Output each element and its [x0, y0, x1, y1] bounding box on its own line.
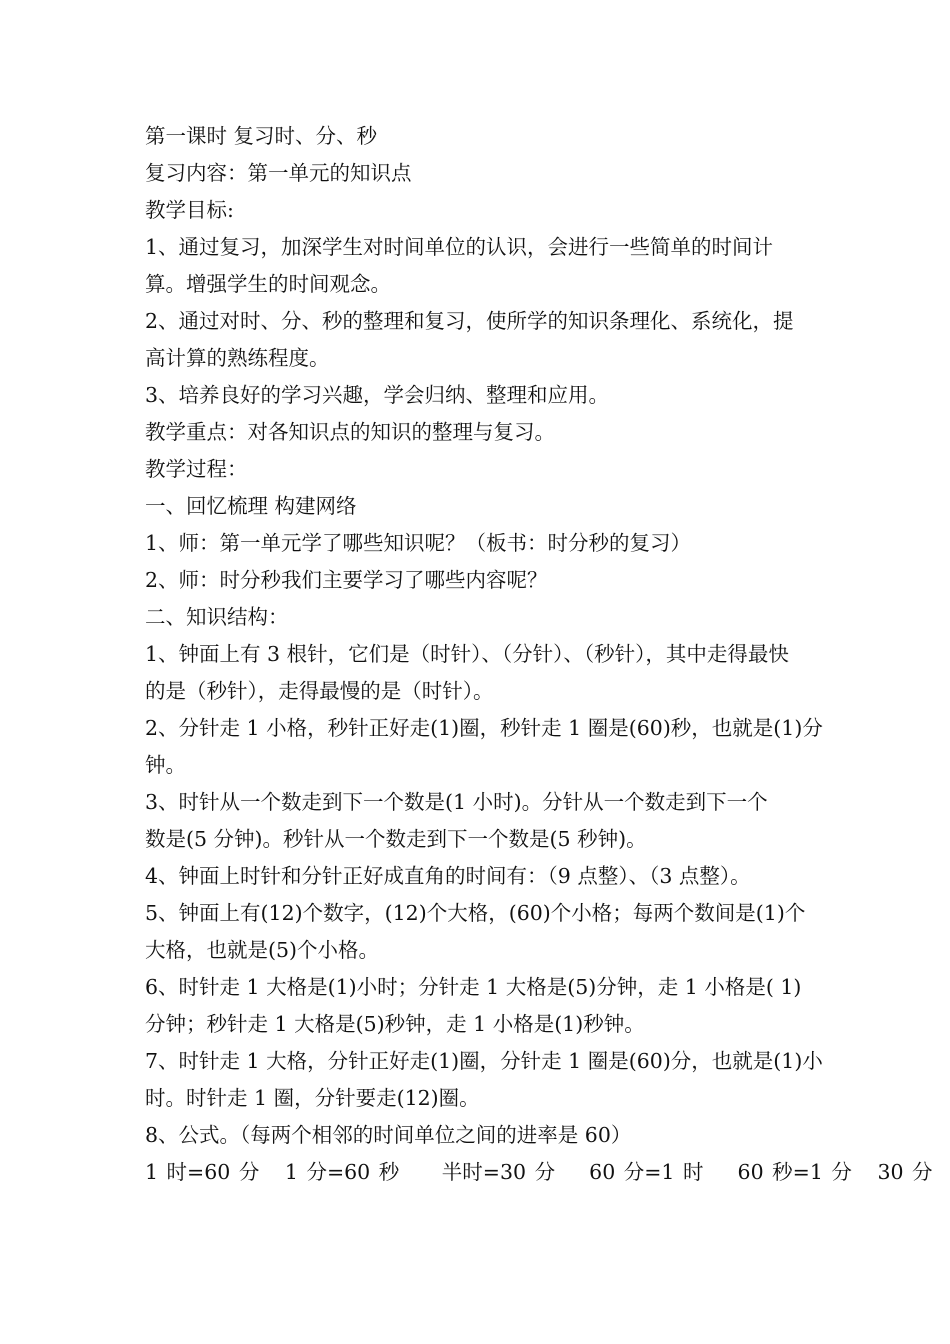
- goal-3: 3、培养良好的学习兴趣，学会归纳、整理和应用。: [145, 383, 610, 407]
- knowledge-5-line-2: 大格，也就是(5)个小格。: [145, 938, 380, 962]
- section-2-heading: 二、知识结构：: [145, 605, 289, 629]
- knowledge-1-line-2: 的是（秒针），走得最慢的是（时针）。: [145, 679, 494, 703]
- knowledge-8-heading: 8、公式。（每两个相邻的时间单位之间的进率是 60）: [145, 1123, 632, 1147]
- document-page: [145, 118, 933, 1191]
- review-content: 复习内容：第一单元的知识点: [145, 161, 412, 185]
- section-1-heading: 一、回忆梳理 构建网络: [145, 494, 357, 518]
- goal-2-line-1: 2、通过对时、分、秒的整理和复习，使所学的知识条理化、系统化，提: [145, 309, 794, 333]
- knowledge-6-line-2: 分钟；秒针走 1 大格是(5)秒钟，走 1 小格是(1)秒钟。: [145, 1012, 645, 1036]
- knowledge-6-line-1: 6、时针走 1 大格是(1)小时；分针走 1 大格是(5)分钟，走 1 小格是( 1): [145, 975, 802, 999]
- lesson-title: 第一课时 复习时、分、秒: [145, 124, 378, 148]
- teaching-focus: 教学重点：对各知识点的知识的整理与复习。: [145, 420, 555, 444]
- knowledge-1-line-1: 1、钟面上有 3 根针，它们是（时针）、（分针）、（秒针），其中走得最快: [145, 642, 789, 666]
- teaching-goals-heading: 教学目标:: [145, 198, 234, 222]
- teaching-process-heading: 教学过程：: [145, 457, 248, 481]
- knowledge-2-line-1: 2、分针走 1 小格，秒针正好走(1)圈，秒针走 1 圈是(60)秒，也就是(1)分: [145, 716, 823, 740]
- knowledge-5-line-1: 5、钟面上有(12)个数字，(12)个大格，(60)个小格；每两个数间是(1)个: [145, 901, 806, 925]
- formula-line: 1 时=60 分 1 分=60 秒 半时=30 分 60 分=1 时 60 秒=1 分 30 分: [145, 1160, 933, 1184]
- process-item-1: 1、师：第一单元学了哪些知识呢？（板书：时分秒的复习）: [145, 531, 692, 555]
- goal-2-line-2: 高计算的熟练程度。: [145, 346, 330, 370]
- knowledge-4: 4、钟面上时针和分针正好成直角的时间有：（9 点整）、（3 点整）。: [145, 864, 751, 888]
- knowledge-7-line-2: 时。时针走 1 圈，分针要走(12)圈。: [145, 1086, 480, 1110]
- process-item-2: 2、师：时分秒我们主要学习了哪些内容呢？: [145, 568, 548, 592]
- knowledge-3-line-2: 数是(5 分钟)。秒针从一个数走到下一个数是(5 秒钟)。: [145, 827, 647, 851]
- goal-1-line-2: 算。增强学生的时间观念。: [145, 272, 391, 296]
- knowledge-3-line-1: 3、时针从一个数走到下一个数是(1 小时)。分针从一个数走到下一个: [145, 790, 768, 814]
- knowledge-7-line-1: 7、时针走 1 大格，分针正好走(1)圈，分针走 1 圈是(60)分，也就是(1)小: [145, 1049, 823, 1073]
- goal-1-line-1: 1、通过复习，加深学生对时间单位的认识，会进行一些简单的时间计: [145, 235, 774, 259]
- knowledge-2-line-2: 钟。: [145, 753, 186, 777]
